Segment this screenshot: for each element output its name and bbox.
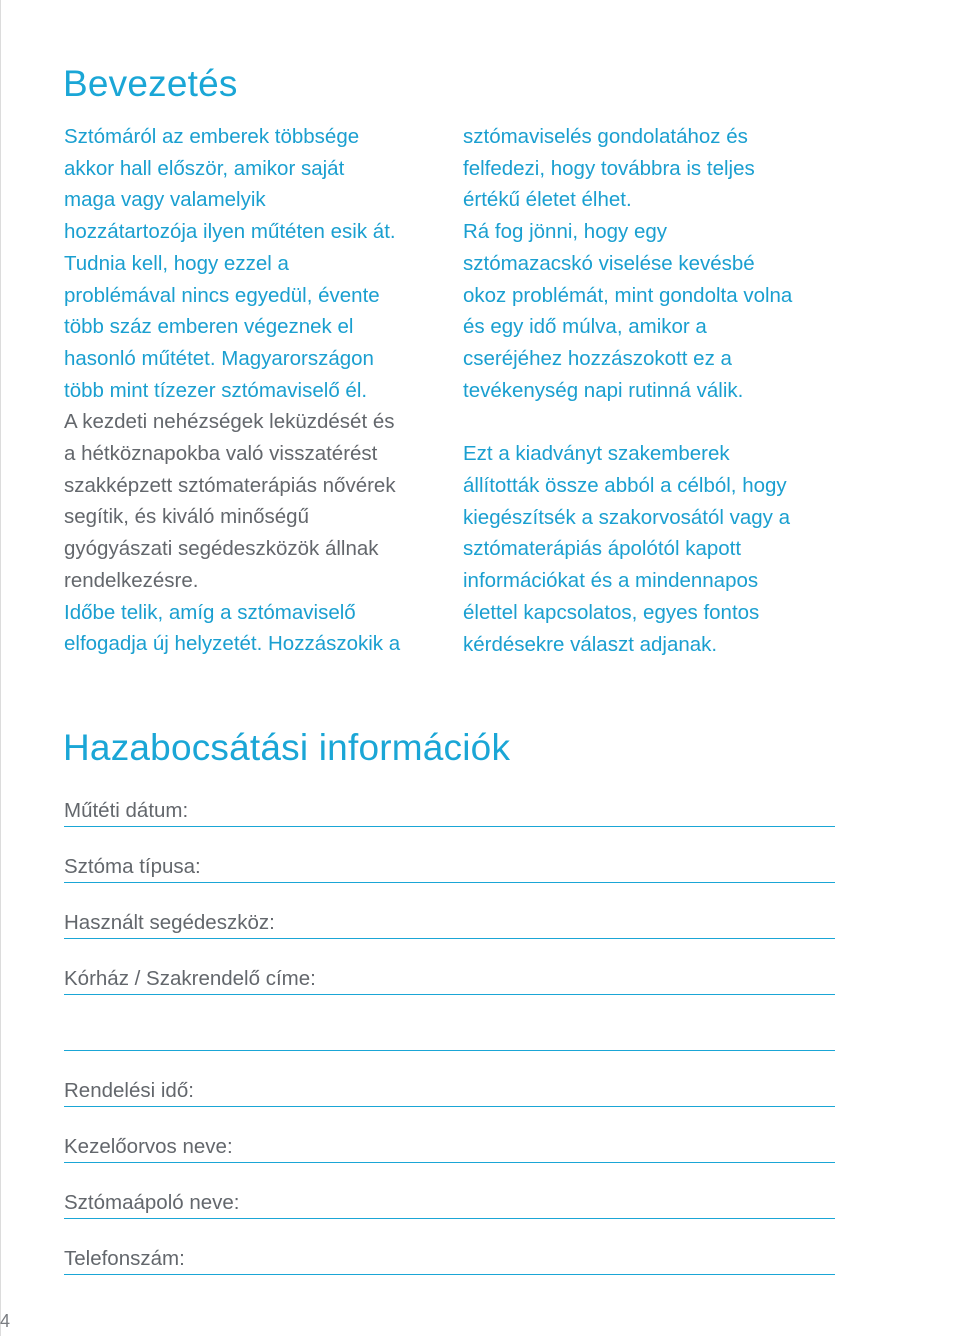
field-label-hospital-address: Kórház / Szakrendelő címe: — [64, 967, 316, 990]
intro-paragraph-1: Sztómáról az emberek többsége akkor hall először, amikor saját maga vagy valamelyik hozzátartozója ilyen műtéten esik át. — [64, 125, 396, 244]
field-label-surgery-date: Műtéti dátum: — [64, 799, 189, 822]
intro-paragraph-7: Ezt a kiadványt szakemberek állították össze abból a célból, hogy kiegészítsék a szakorvosától vagy a sztómaterápiás ápolótól kapott információkat és a mindennapos élettel kapcsolatos, egyes fontos kérdésekre választ adjanak. — [463, 442, 791, 656]
discharge-heading: Hazabocsátási információk — [63, 727, 511, 768]
field-stoma-type[interactable] — [64, 852, 835, 883]
field-label-appliance-used: Használt segédeszköz: — [64, 911, 275, 934]
field-label-phone-number: Telefonszám: — [64, 1247, 185, 1270]
page-edge-rule — [0, 0, 1, 1336]
field-stoma-nurse-name[interactable] — [64, 1188, 835, 1219]
field-appliance-used[interactable] — [64, 908, 835, 939]
field-hospital-address-continued[interactable] — [64, 1020, 835, 1051]
field-label-stoma-type: Sztóma típusa: — [64, 855, 201, 878]
intro-heading: Bevezetés — [63, 63, 238, 104]
intro-left-column — [64, 121, 459, 660]
field-label-stoma-nurse-name: Sztómaápoló neve: — [64, 1191, 240, 1214]
page-number: 4 — [0, 1311, 11, 1331]
field-hospital-address[interactable] — [64, 964, 835, 995]
field-label-doctor-name: Kezelőorvos neve: — [64, 1135, 233, 1158]
intro-paragraph-5: sztómaviselés gondolatához és felfedezi, hogy továbbra is teljes értékű életet élhet. — [463, 125, 755, 212]
field-office-hours[interactable] — [64, 1076, 835, 1107]
intro-paragraph-4: Időbe telik, amíg a sztómaviselő elfogadja új helyzetét. Hozzászokik a — [64, 600, 401, 656]
intro-paragraph-2: Tudnia kell, hogy ezzel a problémával nincs egyedül, évente több száz emberen végeznek el hasonló műtétet. Magyarországon több mint tízezer sztómaviselő él. — [64, 251, 380, 402]
intro-right-column — [463, 121, 883, 660]
intro-paragraph-6: Rá fog jönni, hogy egy sztómazacskó viselése kevésbé okoz problémát, mint gondolta volna és egy idő múlva, amikor a cseréjéhez hozzászokott ez a tevékenység napi rutinná válik. — [463, 220, 793, 402]
field-phone-number[interactable] — [64, 1244, 835, 1275]
field-surgery-date[interactable] — [64, 796, 835, 827]
intro-paragraph-3: A kezdeti nehézségek leküzdését és a hétköznapokba való visszatérést szakképzett sztómaterápiás nővérek segítik, és kiváló minőségű gyógyászati segédeszközök állnak rendelkezésre. — [64, 410, 396, 592]
field-doctor-name[interactable] — [64, 1132, 835, 1163]
field-label-office-hours: Rendelési idő: — [64, 1079, 194, 1102]
